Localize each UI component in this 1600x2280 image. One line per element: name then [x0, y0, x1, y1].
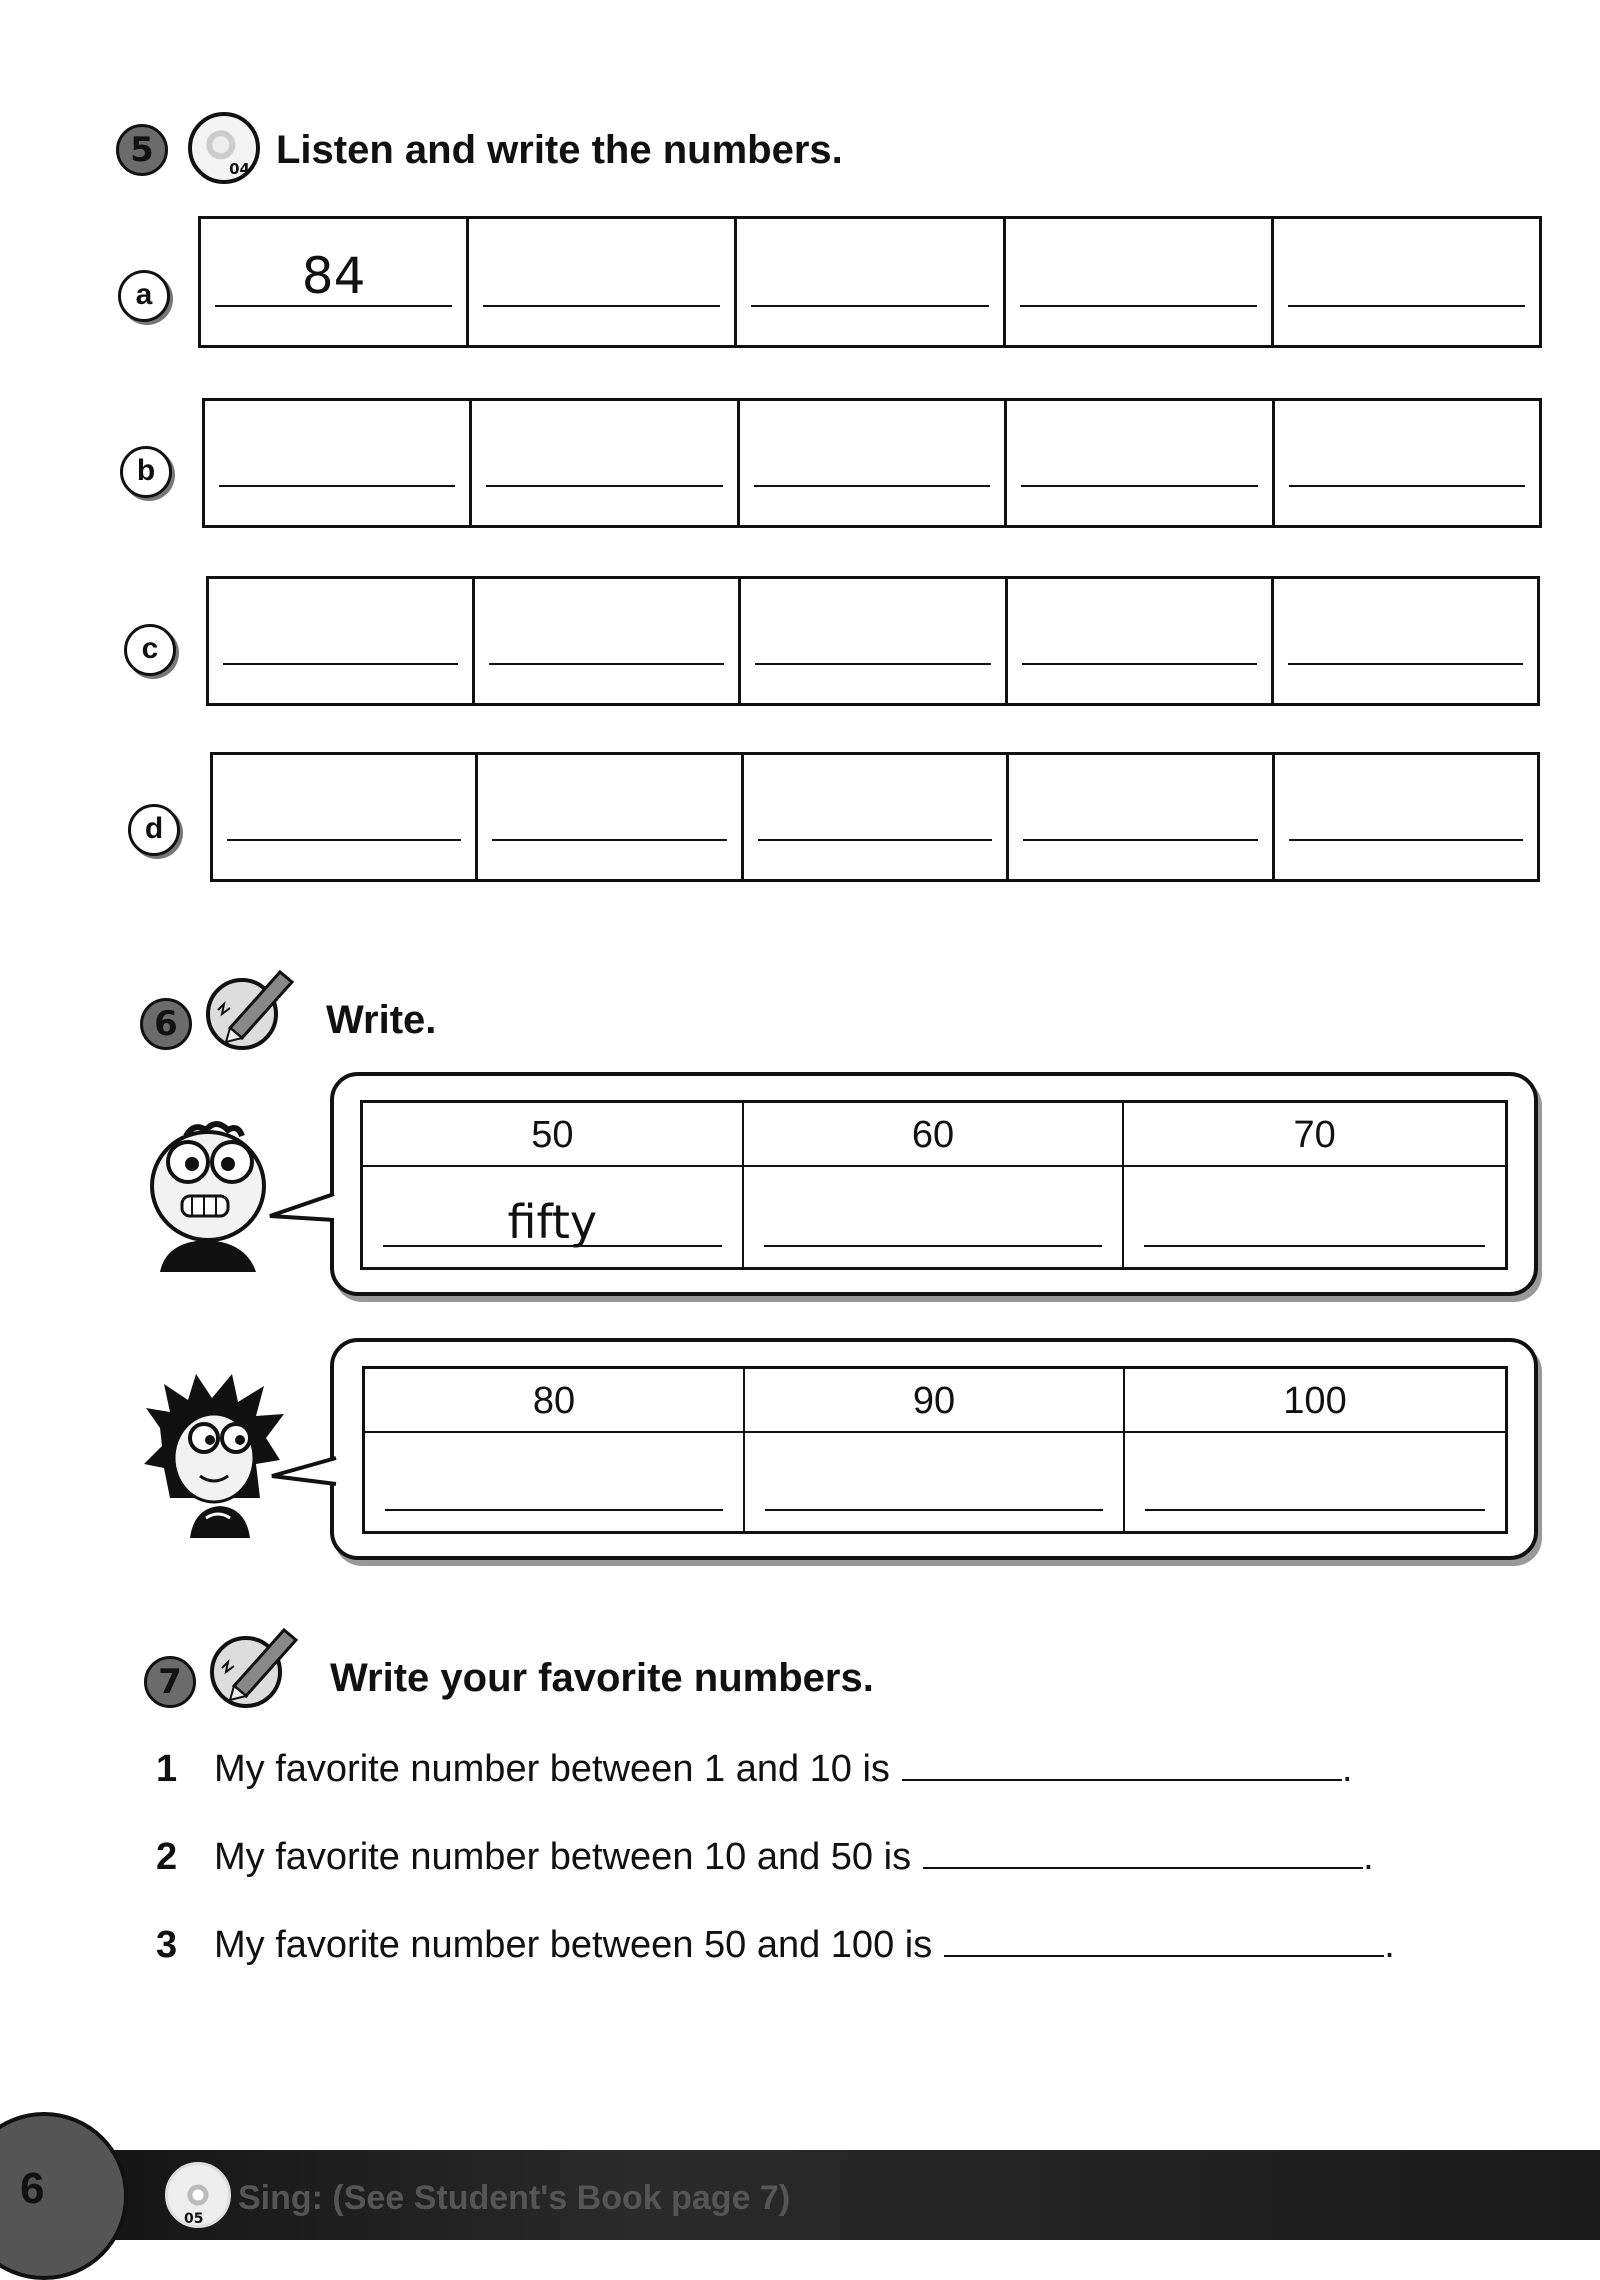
answer-cell[interactable]: 84: [201, 219, 469, 345]
answer-cell[interactable]: [1008, 579, 1274, 703]
sentence-number: 2: [156, 1836, 178, 1878]
sentence-number: 3: [156, 1924, 178, 1966]
number-header: 80: [365, 1369, 745, 1433]
answer-cell[interactable]: [741, 579, 1007, 703]
answer-cell[interactable]: [472, 401, 739, 525]
answer-cell[interactable]: [1007, 401, 1274, 525]
sentence-end: .: [1341, 1748, 1353, 1790]
word-answer-cell[interactable]: [1125, 1433, 1505, 1531]
favorite-number-sentence: [156, 1748, 1353, 1791]
number-header: 90: [745, 1369, 1125, 1433]
word-answer-cell[interactable]: [1124, 1167, 1505, 1267]
pencil-icon: [204, 1616, 300, 1712]
answer-cell[interactable]: [737, 219, 1005, 345]
speech-bubble-tail: [268, 1454, 338, 1494]
word-answer-cell[interactable]: [744, 1167, 1125, 1267]
answer-cell[interactable]: [744, 755, 1009, 879]
girl-character-illustration: [140, 1368, 290, 1538]
row-letter-b: b: [120, 446, 172, 498]
answer-cell[interactable]: [205, 401, 472, 525]
favorite-number-sentence: [156, 1924, 1395, 1967]
favorite-number-sentence: [156, 1836, 1374, 1879]
row-letter-c: c: [124, 624, 176, 676]
answer-row-c: [206, 576, 1540, 706]
number-header: 60: [744, 1103, 1125, 1167]
answer-cell[interactable]: [209, 579, 475, 703]
number-header: 70: [1124, 1103, 1505, 1167]
answer-cell[interactable]: [478, 755, 743, 879]
boy-character-illustration: [146, 1112, 272, 1272]
exercise-7-title: Write your favorite numbers.: [330, 1656, 874, 1700]
sentence-text: My favorite number between 10 and 50 is: [214, 1836, 912, 1878]
answer-blank[interactable]: [944, 1925, 1384, 1957]
page-number: 6: [20, 2164, 45, 2213]
speech-bubble-tail: [266, 1190, 336, 1230]
row-letter-a: a: [118, 270, 170, 322]
answer-row-a: [198, 216, 1542, 348]
answer-cell[interactable]: [213, 755, 478, 879]
answer-cell[interactable]: [469, 219, 737, 345]
exercise-6-title: Write.: [326, 998, 437, 1042]
cd-track-icon: 05: [165, 2162, 231, 2228]
answer-row-b: [202, 398, 1542, 528]
number-words-table-2: [362, 1366, 1508, 1534]
answer-blank[interactable]: [923, 1837, 1363, 1869]
word-answer-cell[interactable]: [745, 1433, 1125, 1531]
pencil-icon: [200, 958, 296, 1054]
answer-cell[interactable]: [1275, 401, 1539, 525]
sentence-text: My favorite number between 50 and 100 is: [214, 1924, 933, 1966]
cd-track-icon: 04: [188, 112, 260, 184]
number-header: 50: [363, 1103, 744, 1167]
answer-cell[interactable]: [475, 579, 741, 703]
sentence-text: My favorite number between 1 and 10 is: [214, 1748, 890, 1790]
footer-song-text: Sing: (See Student's Book page 7): [238, 2179, 791, 2217]
answer-cell[interactable]: [1009, 755, 1274, 879]
number-words-table-1: [360, 1100, 1508, 1270]
exercise-5-title: Listen and write the numbers.: [276, 128, 843, 172]
answer-cell[interactable]: [1006, 219, 1274, 345]
word-answer-cell[interactable]: [365, 1433, 745, 1531]
word-answer-cell[interactable]: fifty: [363, 1167, 744, 1267]
exercise-6-number-badge: 6: [140, 998, 192, 1050]
row-letter-d: d: [128, 804, 180, 856]
sentence-end: .: [1384, 1924, 1395, 1966]
sentence-number: 1: [156, 1748, 178, 1790]
answer-cell[interactable]: [740, 401, 1007, 525]
answer-cell[interactable]: [1275, 755, 1537, 879]
exercise-5-number-badge: 5: [116, 124, 168, 176]
answer-row-d: [210, 752, 1540, 882]
exercise-7-number-badge: 7: [144, 1656, 196, 1708]
number-header: 100: [1125, 1369, 1505, 1433]
answer-cell[interactable]: [1274, 579, 1537, 703]
answer-cell[interactable]: [1274, 219, 1539, 345]
answer-blank[interactable]: [902, 1749, 1342, 1781]
sentence-end: .: [1363, 1836, 1374, 1878]
